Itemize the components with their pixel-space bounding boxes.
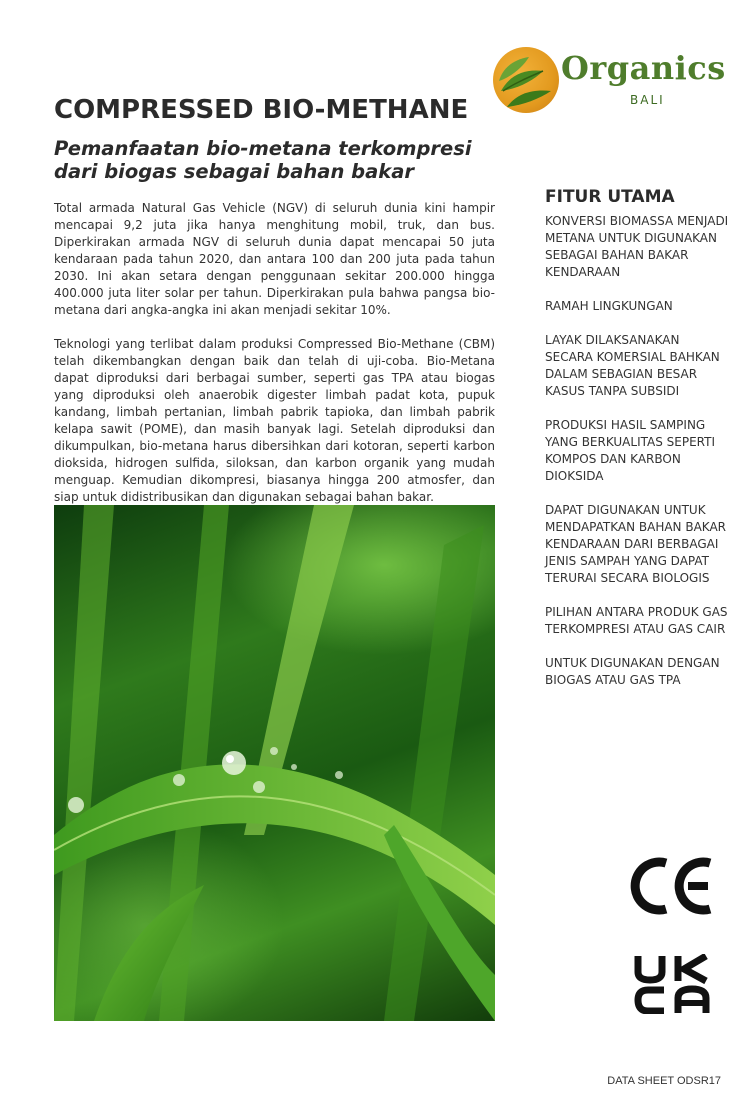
feature-item: UNTUK DIGUNAKAN DENGAN BIOGAS ATAU GAS TPA bbox=[545, 656, 720, 687]
organics-bali-logo bbox=[493, 47, 728, 115]
datasheet-code: DATA SHEET ODSR17 bbox=[607, 1075, 721, 1087]
feature-item: RAMAH LINGKUNGAN bbox=[545, 299, 673, 313]
features-title: FITUR UTAMA bbox=[545, 187, 675, 207]
leaf-icon bbox=[493, 47, 559, 113]
technology-paragraph: Teknologi yang terlibat dalam produksi Compressed Bio-Methane (CBM) telah dikembangkan dengan baik dan telah di uji-coba. Bio-Metana dapat diproduksi dari berbagai sumber, seperti gas TPA atau biogas yang diproduksi oleh anaerobik digester limbah padat kota, pupuk kandang, limbah pertanian, limbah pabrik tapioka, dan limbah pabrik kelapa sawit (POME), dan masih banyak lagi. Setelah diproduksi dan dikumpulkan, bio-metana harus dibersihkan dari kotoran, seperti karbon dioksida, hidrogen sulfida, siloksan, dan karbon organik yang mudah menguap. Kemudian dikompresi, biasanya hingga 200 atmosfer, dan siap untuk didistribusikan dan digunakan sebagai bahan bakar. bbox=[54, 337, 495, 504]
ce-mark-icon bbox=[630, 855, 716, 921]
intro-paragraph: Total armada Natural Gas Vehicle (NGV) di seluruh dunia kini hampir mencapai 9,2 juta jika hanya menghitung mobil, truk, dan bus. Diperkirakan armada NGV di seluruh dunia dapat mencapai 50 juta kendaraan pada tahun 2020, dan antara 100 dan 200 juta pada tahun 2030. Ini akan setara dengan penggunaan sekitar 200.000 hingga 400.000 juta liter solar per tahun. Diperkirakan pula bahwa pangsa bio-metana dari angka-angka ini akan menjadi sekitar 10%. bbox=[54, 201, 495, 317]
feature-item: PRODUKSI HASIL SAMPING YANG BERKUALITAS SEPERTI KOMPOS DAN KARBON DIOKSIDA bbox=[545, 418, 716, 483]
logo-wordmark: Organics bbox=[561, 49, 726, 87]
feature-item: KONVERSI BIOMASSA MENJADI METANA UNTUK DIGUNAKAN SEBAGAI BAHAN BAKAR KENDARAAN bbox=[545, 214, 729, 279]
grass-photo bbox=[54, 505, 495, 1021]
page-subtitle: Pemanfaatan bio-metana terkompresi dari biogas sebagai bahan bakar bbox=[54, 137, 472, 183]
logo-subtitle: BALI bbox=[630, 93, 665, 107]
feature-item: PILIHAN ANTARA PRODUK GAS TERKOMPRESI ATAU GAS CAIR bbox=[545, 605, 728, 636]
features-list bbox=[545, 213, 730, 706]
page-title: COMPRESSED BIO-METHANE bbox=[54, 95, 469, 125]
ukca-mark-icon bbox=[634, 954, 712, 1018]
feature-item: LAYAK DILAKSANAKAN SECARA KOMERSIAL BAHKAN DALAM SEBAGIAN BESAR KASUS TANPA SUBSIDI bbox=[545, 333, 720, 398]
feature-item: DAPAT DIGUNAKAN UNTUK MENDAPATKAN BAHAN BAKAR KENDARAAN DARI BERBAGAI JENIS SAMPAH YANG DAPAT TERURAI SECARA BIOLOGIS bbox=[545, 503, 726, 585]
